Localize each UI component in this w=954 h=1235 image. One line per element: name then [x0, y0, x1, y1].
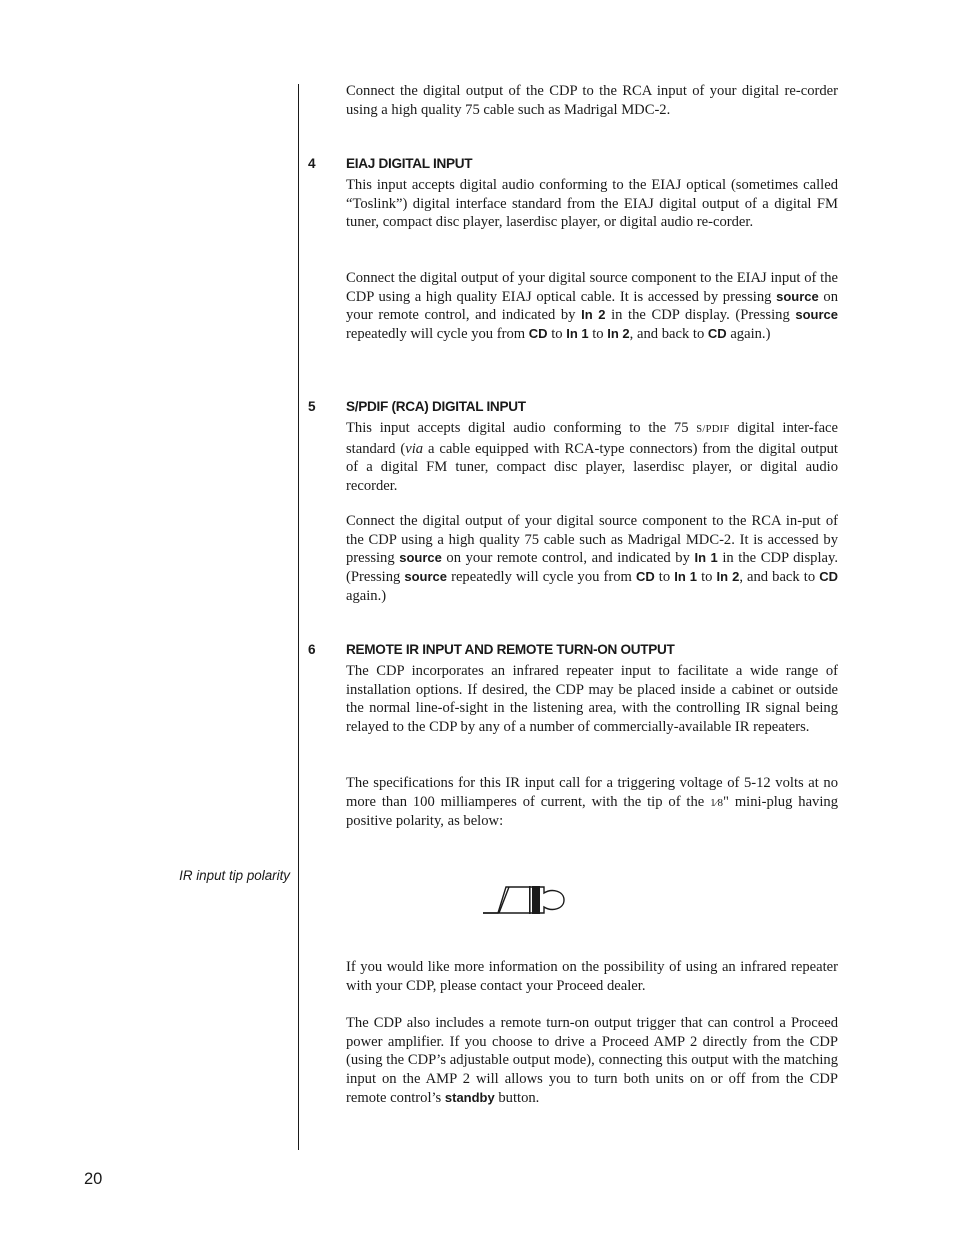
display-label: CD	[819, 569, 838, 585]
display-label: In 2	[607, 326, 630, 342]
display-label: In 1	[674, 569, 698, 585]
section-paragraph: This input accepts digital audio conforming to the EIAJ optical (sometimes called “Toslink”) digital interface standard from the EIAJ digital output of a digital FM tuner, compact disc player, laserdisc player, or digital audio re-corder.	[346, 177, 838, 231]
mini-plug-diagram	[482, 883, 568, 917]
section-paragraph: The CDP incorporates an infrared repeater input to facilitate a wide range of installation options. If desired, the CDP may be placed inside a cabinet or outside the normal line-of-sight in the listening area, with the controlling IR signal being relayed to the CDP by any of a number of commercially-available IR repeaters.	[346, 663, 838, 736]
section-title: REMOTE IR INPUT AND REMOTE TURN-ON OUTPUT	[346, 642, 675, 657]
display-label: In 2	[716, 569, 740, 585]
section-number: 4	[308, 156, 316, 171]
display-label: In 2	[581, 307, 606, 323]
section-paragraph: If you would like more information on the possibility of using an infrared repeater with your CDP, please contact your Proceed dealer.	[346, 959, 838, 994]
key-label: source	[795, 307, 838, 323]
section-number: 6	[308, 642, 316, 657]
section-number: 5	[308, 399, 316, 414]
display-label: CD	[707, 326, 727, 342]
figure-caption: IR input tip polarity	[179, 868, 290, 883]
display-label: In 1	[694, 550, 718, 566]
key-label: standby	[444, 1089, 495, 1105]
section-title: EIAJ DIGITAL INPUT	[346, 156, 473, 171]
section-title: S/PDIF (RCA) DIGITAL INPUT	[346, 399, 526, 414]
key-label: source	[399, 550, 442, 566]
section-paragraph: The specifications for this IR input call for a triggering voltage of 5-12 volts at no more than 100 milliamperes of current, with the tip of the 1⁄8" mini-plug having positive polarity, as below:	[346, 775, 838, 830]
key-label: source	[404, 569, 448, 585]
intro-paragraph: Connect the digital output of the CDP to the RCA input of your digital re-corder using a high quality 75 cable such as Madrigal MDC-2.	[346, 83, 838, 118]
section-paragraph: Connect the digital output of your digital source component to the RCA in-put of the CDP using a high quality 75 cable such as Madrigal MDC-2. It is accessed by pressing source on your remote control, and indicated by In 1 in the CDP display. (Pressing source repeatedly will cycle you from CD to In 1 to In 2, and back to CD again.)	[346, 513, 838, 604]
section-paragraph: Connect the digital output of your digital source component to the EIAJ input of the CDP using a high quality EIAJ optical cable. It is accessed by pressing source on your remote control, and indicated by In 2 in the CDP display. (Pressing source repeatedly will cycle you from CD to In 1 to In 2, and back to CD again.)	[346, 270, 838, 343]
display-label: CD	[635, 569, 655, 585]
section-paragraph: This input accepts digital audio conforming to the 75 S/PDIF digital inter-face standard (via a cable equipped with RCA-type connectors) from the digital output of a digital FM tuner, compact disc player, laserdisc player, or digital audio recorder.	[346, 420, 838, 495]
page-number: 20	[84, 1170, 103, 1188]
display-label: CD	[528, 326, 548, 342]
margin-rule	[298, 84, 299, 1150]
section-paragraph: The CDP also includes a remote turn-on output trigger that can control a Proceed power amplifier. If you choose to drive a Proceed AMP 2 directly from the CDP (using the CDP’s adjustable output mode), connecting this output with the matching input on the AMP 2 will allows you to turn both units on or off from the CDP remote control’s standby button.	[346, 1015, 838, 1106]
display-label: In 1	[566, 326, 589, 342]
key-label: source	[776, 288, 819, 304]
